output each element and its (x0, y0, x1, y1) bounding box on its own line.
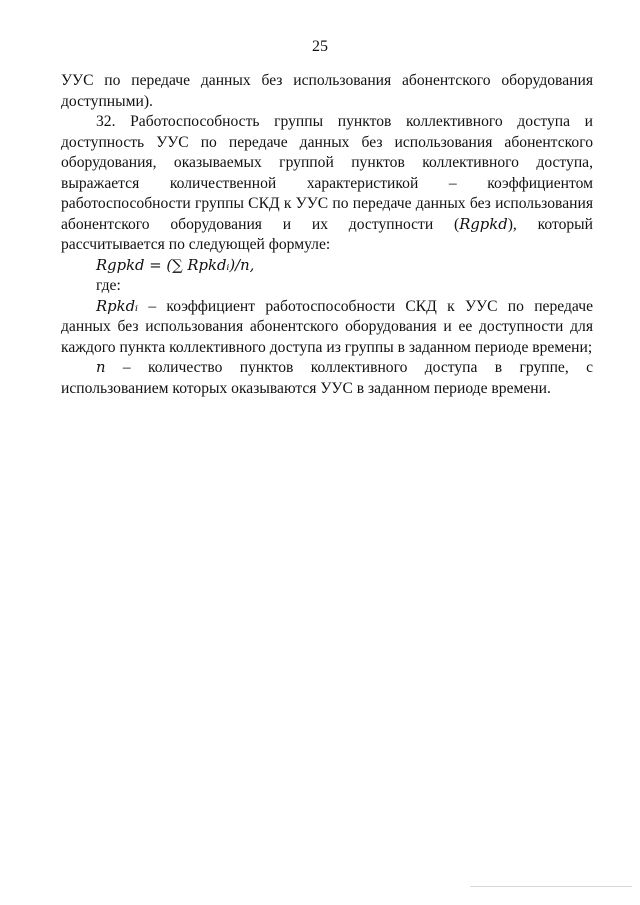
formula-expression: Rgpkd = (∑ Rpkdᵢ)/n, (96, 256, 255, 274)
symbol-rpkd: Rpkdᵢ (96, 297, 139, 315)
definition-n (61, 358, 593, 399)
page-number: 25 (312, 38, 328, 55)
formula (61, 256, 593, 277)
paragraph-32 (61, 112, 593, 256)
symbol-rgpkd: Rgpkd (459, 215, 508, 233)
where-label: где: (96, 277, 121, 294)
definition-n-text: – количество пунктов коллективного доступа в группе, с использованием которых оказываются УУС в заданном периоде времени. (61, 359, 593, 397)
paragraph-32-text: 32. Работоспособность группы пунктов коллективного доступа и доступность УУС по передаче данных без использования абонентского оборудования, оказываемых группой пунктов коллективного доступа, выражается количественной характеристикой – коэффициентом работоспособности группы СКД к УУС по передаче данных без использования абонентского оборудования и их доступности ( (61, 113, 593, 233)
symbol-n: n (96, 359, 106, 376)
scan-edge-line (470, 886, 632, 887)
definition-rpkd-text: – коэффициент работоспособности СКД к УУС по передаче данных без использования абонентского оборудования и ее доступности для каждого пункта коллективного доступа из группы в заданном периоде времени; (61, 297, 593, 356)
definition-rpkd (61, 297, 593, 359)
document-body (61, 71, 593, 399)
paragraph-32-tail: ), который рассчитывается по следующей формуле: (61, 215, 593, 253)
paragraph-continuation: УУС по передаче данных без использования абонентского оборудования доступными). (61, 72, 593, 110)
